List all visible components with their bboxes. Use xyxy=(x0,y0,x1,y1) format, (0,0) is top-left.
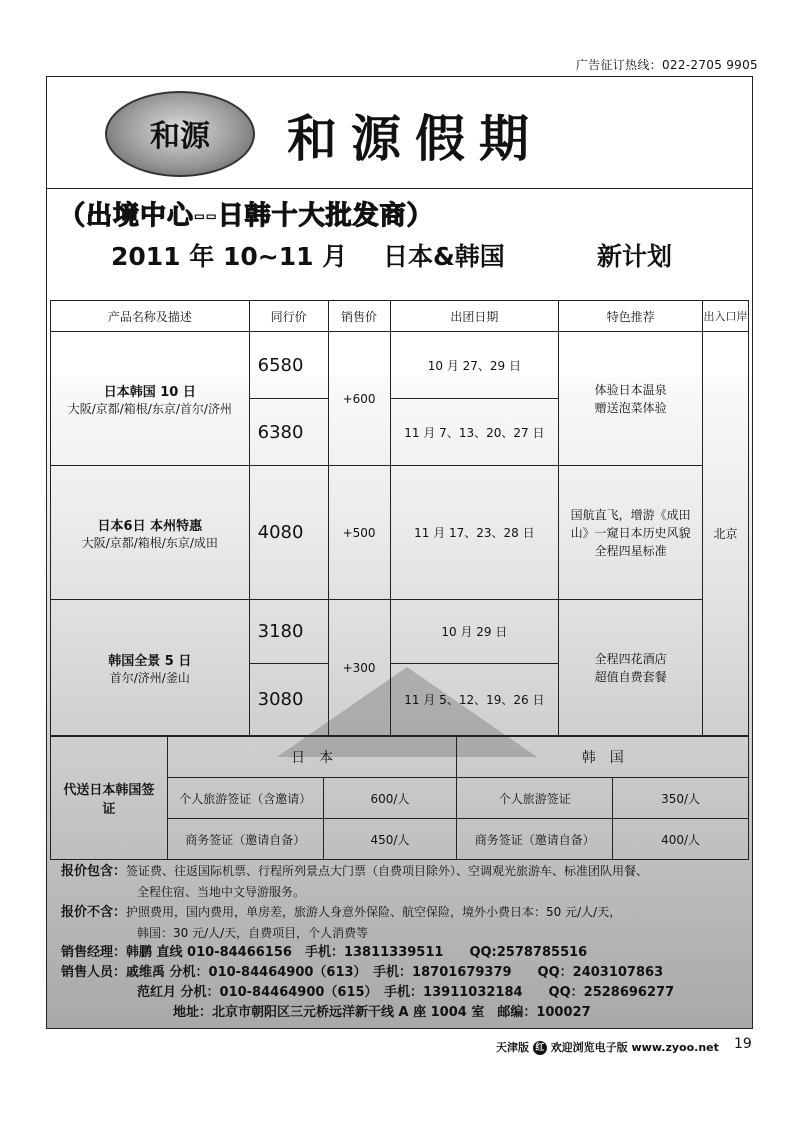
visa-japan-header: 日 本 xyxy=(167,737,457,778)
port-cell: 北京 xyxy=(703,332,749,736)
header-features: 特色推荐 xyxy=(559,301,703,332)
jp-visa-price: 450/人 xyxy=(323,819,457,860)
jp-visa-type: 商务签证（邀请自备） xyxy=(167,819,323,860)
sales-staff-1: 销售人员：戚维禹 分机：010-84464900（613） 手机：18701679379 QQ：2403107863 xyxy=(61,965,664,980)
exclude-label: 报价不含： xyxy=(61,905,127,920)
kr-visa-type: 商务签证（邀请自备） xyxy=(457,819,613,860)
sale-markup: +300 xyxy=(328,600,390,736)
subtitle: （出境中心--日韩十大批发商） xyxy=(59,201,434,231)
trade-price: 3080 xyxy=(249,664,328,736)
feature-cell: 国航直飞，增游《成田山》一窥日本历史风貌 全程四星标准 xyxy=(559,466,703,600)
visa-korea-header: 韩 国 xyxy=(457,737,749,778)
plan-year: 2011 年 10~11 月 xyxy=(111,242,348,271)
footer xyxy=(496,1039,719,1055)
departure-dates: 11 月 5、12、19、26 日 xyxy=(390,664,559,736)
jp-visa-type: 个人旅游签证（含邀请） xyxy=(167,778,323,819)
exclude-text-1: 护照费用，国内费用，单房差，旅游人身意外保险、航空保险，境外小费日本：50 元/人/天， xyxy=(126,905,622,919)
footer-edition: 天津版 xyxy=(496,1041,529,1054)
trade-price: 6380 xyxy=(249,399,328,466)
include-label: 报价包含： xyxy=(61,864,127,879)
plan-tag: 新计划 xyxy=(597,242,673,271)
brand-title: 和源假期 xyxy=(287,109,543,168)
header-port: 出入口岸 xyxy=(703,301,749,332)
plan-destinations: 日本&韩国 xyxy=(383,242,505,271)
sale-markup: +500 xyxy=(328,466,390,600)
footer-website: 欢迎浏览电子版 www.zyoo.net xyxy=(550,1041,719,1054)
departure-dates: 11 月 17、23、28 日 xyxy=(390,466,559,600)
table-row xyxy=(51,466,749,600)
product-title: 日本6日 本州特惠 xyxy=(97,518,203,534)
include-text-1: 签证费、往返国际机票、行程所列景点大门票（自费项目除外）、空调观光旅游车、标准团队用餐、 xyxy=(126,864,649,878)
header-product: 产品名称及描述 xyxy=(51,301,250,332)
tour-table-header xyxy=(51,301,749,332)
departure-dates: 11 月 7、13、20、27 日 xyxy=(390,399,559,466)
sales-staff-2: 范红月 分机：010-84464900（615） 手机：13911032184 QQ：2528696277 xyxy=(137,985,675,1000)
product-cell xyxy=(51,332,250,466)
address: 地址：北京市朝阳区三元桥远洋新干线 A 座 1004 室 邮编：100027 xyxy=(173,1005,591,1020)
departure-dates: 10 月 29 日 xyxy=(390,600,559,664)
jp-visa-price: 600/人 xyxy=(323,778,457,819)
table-row xyxy=(51,332,749,399)
red-badge-icon: 红 xyxy=(533,1041,547,1055)
visa-header-row xyxy=(51,737,749,778)
header-divider xyxy=(47,188,752,189)
header-departure-dates: 出团日期 xyxy=(390,301,559,332)
exclude-line-1 xyxy=(61,902,751,923)
product-title: 韩国全景 5 日 xyxy=(108,653,192,669)
sale-markup: +600 xyxy=(328,332,390,466)
product-desc: 大阪/京都/箱根/东京/首尔/济州 xyxy=(67,401,232,416)
flyer-frame xyxy=(46,76,753,1029)
trade-price: 4080 xyxy=(249,466,328,600)
kr-visa-type: 个人旅游签证 xyxy=(457,778,613,819)
kr-visa-price: 350/人 xyxy=(613,778,749,819)
kr-visa-price: 400/人 xyxy=(613,819,749,860)
ad-hotline: 广告征订热线：022-2705 9905 xyxy=(575,58,758,72)
product-cell xyxy=(51,466,250,600)
trade-price: 3180 xyxy=(249,600,328,664)
table-row xyxy=(51,600,749,664)
logo-text: 和源 xyxy=(150,119,210,154)
include-line-1 xyxy=(61,861,751,882)
include-text-2: 全程住宿、当地中文导游服务。 xyxy=(137,885,306,899)
product-title: 日本韩国 10 日 xyxy=(103,384,196,400)
product-desc: 大阪/京都/箱根/东京/成田 xyxy=(81,535,218,550)
exclude-text-2: 韩国：30 元/人/天，自费项目，个人消费等 xyxy=(137,926,369,940)
feature-cell: 体验日本温泉 赠送泡菜体验 xyxy=(559,332,703,466)
visa-table xyxy=(50,736,749,860)
header-trade-price: 同行价 xyxy=(249,301,328,332)
feature-cell: 全程四花酒店 超值自费套餐 xyxy=(559,600,703,736)
page-number: 19 xyxy=(734,1036,752,1052)
header-sale-price: 销售价 xyxy=(328,301,390,332)
product-cell xyxy=(51,600,250,736)
product-desc: 首尔/济州/釜山 xyxy=(109,670,190,685)
sales-manager: 销售经理：韩鹏 直线 010-84466156 手机：13811339511 QQ:2578785516 xyxy=(61,945,588,960)
departure-dates: 10 月 27、29 日 xyxy=(390,332,559,399)
tour-table xyxy=(50,300,749,736)
visa-label: 代送日本韩国签证 xyxy=(51,737,168,860)
trade-price: 6580 xyxy=(249,332,328,399)
notes-block xyxy=(61,861,751,1023)
